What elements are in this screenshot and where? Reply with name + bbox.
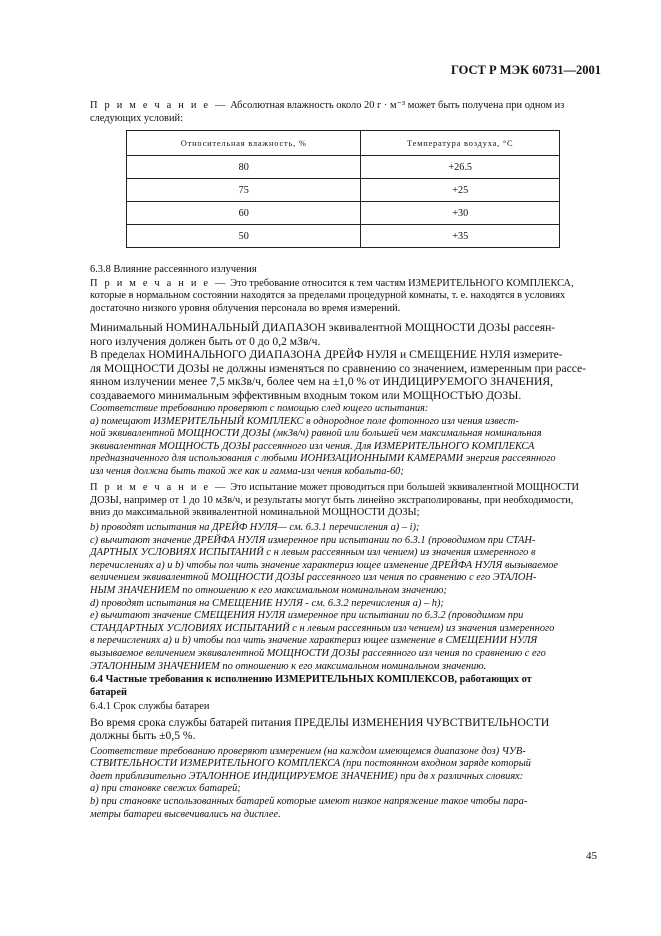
paragraph-line: Соответствие требованию проверяют с помощью след ющего испытания: xyxy=(90,403,429,414)
list-item: перечислениях а) и b) чтобы пол чить значение характериз ющее изменение ДРЕЙФА НУЛЯ вызываемое xyxy=(90,559,559,571)
section-6-4-heading xyxy=(90,674,598,699)
note-text: Абсолютная влажность около 20 xyxy=(230,100,375,111)
cell-humidity: 75 xyxy=(127,179,361,202)
table-header-temperature: Температура воздуха, °С xyxy=(361,131,560,156)
note-label: П р и м е ч а н и е — xyxy=(90,482,228,493)
table-row xyxy=(127,225,560,248)
paragraph-line: янном излучении менее 7,5 мкЗв/ч, более чем на ±1,0 % от ИНДИЦИРУЕМОГО ЗНАЧЕНИЯ, xyxy=(90,375,554,388)
paragraph-line: ного излучения должен быть от 0 до 0,2 мЗв/ч. xyxy=(90,334,321,348)
list-item: в перечислениях а) и b) чтобы пол чить значение характериз ющее изменение в СМЕЩЕНИИ НУЛЯ xyxy=(90,635,538,647)
list-item: b) при становке использованных батарей которые имеют низкое напряжение такое чтобы пара- xyxy=(90,795,528,807)
cell-humidity: 60 xyxy=(127,202,361,225)
table-row xyxy=(127,156,560,179)
cell-humidity: 80 xyxy=(127,156,361,179)
paragraph-line: предназначенного для использования с любыми ИОНИЗАЦИОННЫМИ КАМЕРАМИ энергия рассеянного xyxy=(90,453,556,465)
note-text: которые в нормальном состоянии находятся за пределами процедурной комнаты, т. е. находятся в условиях xyxy=(90,290,566,302)
note-unit: г · м⁻³ xyxy=(377,100,406,111)
paragraph-min-range xyxy=(90,321,598,402)
note-label: П р и м е ч а н и е — xyxy=(90,100,228,111)
section-6-4-1 xyxy=(90,701,598,821)
paragraph-line: дает приблизительно ЭТАЛОННОЕ ИНДИЦИРУЕМОЕ ЗНАЧЕНИЕ) при дв х различных словиях: xyxy=(90,770,524,782)
table-header-humidity: Относительная влажность, % xyxy=(127,131,361,156)
section-title: 6.4.1 Срок службы батареи xyxy=(90,701,210,712)
paragraph-line: ля МОЩНОСТИ ДОЗЫ не должны изменяться по сравнению со значением, измеренным при рассе- xyxy=(90,361,587,375)
paragraph-line: создаваемого минимальным эффективным входным током или МОЩНОСТЬЮ ДОЗЫ. xyxy=(90,388,522,402)
paragraph-line: В пределах НОМИНАЛЬНОГО ДИАПАЗОНА ДРЕЙФ НУЛЯ и СМЕЩЕНИЕ НУЛЯ измерите- xyxy=(90,348,563,361)
list-item: d) проводят испытания на СМЕЩЕНИЕ НУЛЯ - см. 6.3.2 перечисления а) – h); xyxy=(90,597,444,609)
cell-temperature: +35 xyxy=(361,225,560,248)
humidity-table xyxy=(126,130,560,248)
table-row xyxy=(127,179,560,202)
note-text: ДОЗЫ, например от 1 до 10 мЗв/ч, и результаты могут быть линейно экстраполированы, при необходимости, xyxy=(90,494,574,506)
paragraph-line: СТВИТЕЛЬНОСТИ ИЗМЕРИТЕЛЬНОГО КОМПЛЕКСА (при постоянном входном заряде который xyxy=(90,758,531,770)
note-extrapolation xyxy=(90,482,598,520)
paragraph-line: а) помещают ИЗМЕРИТЕЛЬНЫЙ КОМПЛЕКС в однородное поле фотонного изл чения извест- xyxy=(90,415,519,427)
compliance-test-b-e xyxy=(90,522,598,673)
list-item: НЫМ ЗНАЧЕНИЕМ по отношению к его максимальном номинальном значению; xyxy=(90,584,447,596)
list-item: b) проводят испытания на ДРЕЙФ НУЛЯ— см. 6.3.1 перечисления а) – i); xyxy=(90,522,420,533)
list-item: метры батареи высвечивались на дисплее. xyxy=(90,808,281,820)
list-item: вызываемое величением эквивалентной МОЩНОСТИ ДОЗЫ рассеянного изл чения по сравнению с его xyxy=(90,647,546,659)
section-6-3-8 xyxy=(90,264,598,315)
note-humidity xyxy=(90,100,598,125)
list-item: ДАРТНЫХ УСЛОВИЯХ ИСПЫТАНИЙ с н левым рассеянным изл чением) из значения измеренного в xyxy=(90,547,536,559)
paragraph-line: изл чения должна быть такой же как и гамма-изл чения кобальта-60; xyxy=(90,465,404,477)
note-text: следующих условий: xyxy=(90,112,183,124)
paragraph-line: Соответствие требованию проверяют измерением (на каждом имеющемся диапазоне доз) ЧУВ- xyxy=(90,745,526,757)
list-item: е) вычитают значение СМЕЩЕНИЯ НУЛЯ измеренное при испытании по 6.3.2 (проводимом при xyxy=(90,610,524,622)
compliance-test-a xyxy=(90,403,598,479)
note-text: Это требование относится к тем частям ИЗМЕРИТЕЛЬНОГО КОМПЛЕКСА, xyxy=(230,277,574,289)
list-item: с) вычитают значение ДРЕЙФА НУЛЯ измеренное при испытании по 6.3.1 (проводимом при СТАН- xyxy=(90,534,536,546)
paragraph-line: эквивалентная МОЩНОСТЬ ДОЗЫ рассеянного изл чения. Для ИЗМЕРИТЕЛЬНОГО КОМПЛЕКСА xyxy=(90,440,535,452)
list-item: величением эквивалентной МОЩНОСТИ ДОЗЫ рассеянного изл чения по сравнению с его ЭТАЛОН- xyxy=(90,572,537,584)
cell-temperature: +26.5 xyxy=(361,156,560,179)
cell-temperature: +30 xyxy=(361,202,560,225)
paragraph-line: ной эквивалентной МОЩНОСТИ ДОЗЫ (мкЗв/ч) равной или большей чем максимальная номинальная xyxy=(90,428,542,440)
table-row xyxy=(127,202,560,225)
list-item: ЭТАЛОННЫМ ЗНАЧЕНИЕМ по отношению к его максимальном номинальном значению. xyxy=(90,660,487,672)
section-title: 6.4 Частные требования к исполнению ИЗМЕРИТЕЛЬНЫХ КОМПЛЕКСОВ, работающих от xyxy=(90,674,532,685)
paragraph-line: Минимальный НОМИНАЛЬНЫЙ ДИАПАЗОН эквивалентной МОЩНОСТИ ДОЗЫ рассеян- xyxy=(90,321,556,334)
section-title: батарей xyxy=(90,686,127,698)
paragraph-line: Во время срока службы батарей питания ПРЕДЕЛЫ ИЗМЕНЕНИЯ ЧУВСТВИТЕЛЬНОСТИ xyxy=(90,715,550,729)
document-code-header: ГОСТ Р МЭК 60731—2001 xyxy=(451,63,601,77)
note-text: достаточно низкого уровня облучения персонала во время измерений. xyxy=(90,302,401,314)
note-text: может быть получена при одном из xyxy=(407,100,565,111)
note-label: П р и м е ч а н и е — xyxy=(90,277,228,289)
note-text: вниз до максимальной эквивалентной номинальной МОЩНОСТИ ДОЗЫ; xyxy=(90,507,420,519)
list-item: СТАНДАРТНЫХ УСЛОВИЯХ ИСПЫТАНИЙ с н левым рассеянным изл чением) из значения измеренного xyxy=(90,622,555,634)
table-header-row xyxy=(127,131,560,156)
list-item: а) при становке свежих батарей; xyxy=(90,783,241,795)
cell-temperature: +25 xyxy=(361,179,560,202)
cell-humidity: 50 xyxy=(127,225,361,248)
page-number: 45 xyxy=(586,850,597,862)
paragraph-line: должны быть ±0,5 %. xyxy=(90,729,196,743)
section-title: 6.3.8 Влияние рассеянного излучения xyxy=(90,264,257,275)
note-text: Это испытание может проводиться при большей эквивалентной МОЩНОСТИ xyxy=(230,482,580,493)
